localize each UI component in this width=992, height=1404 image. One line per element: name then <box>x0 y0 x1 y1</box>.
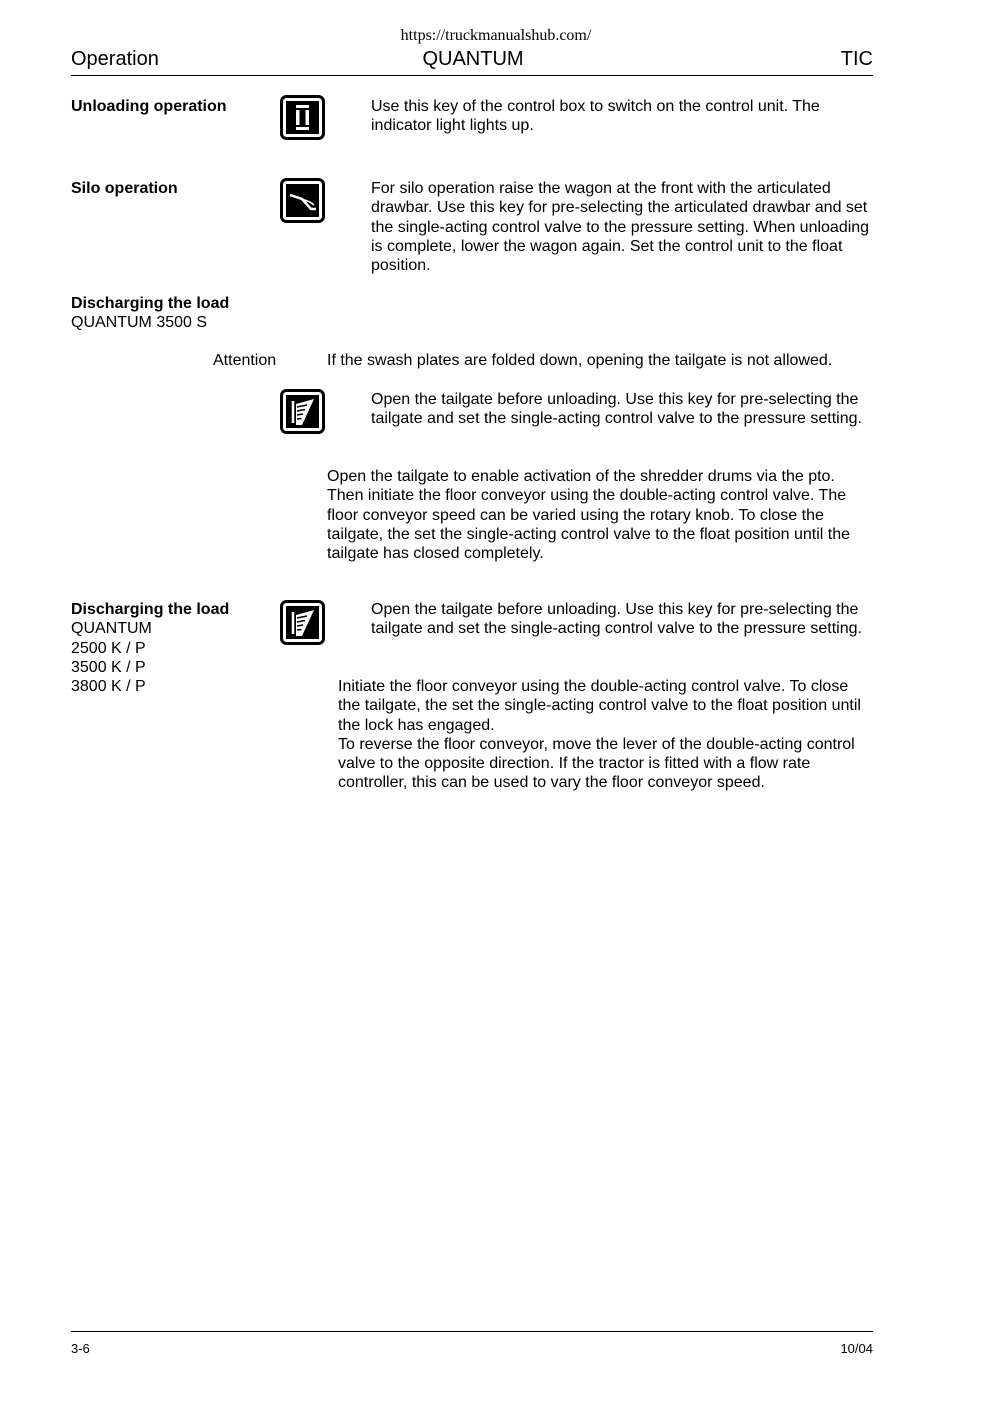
discharge-kp-key-text: Open the tailgate before unloading. Use this key for pre-selecting the tailgate and set the single-acting control valve to the pressure setting. <box>371 601 862 638</box>
discharge-kp-model: QUANTUM <box>71 620 152 638</box>
header-model-code: TIC <box>840 48 873 70</box>
discharge-kp-text-close: Initiate the floor conveyor using the double-acting control valve. To close the tailgate, the set the single-acting control valve to the float position until the lock has engaged. <box>338 678 861 734</box>
discharge-kp-text <box>338 677 863 793</box>
discharge-kp-model: 2500 K / P <box>71 639 146 657</box>
unloading-label: Unloading operation <box>71 98 227 115</box>
source-url: https://truckmanualshub.com/ <box>400 27 592 44</box>
tailgate-key-icon <box>280 600 325 645</box>
power-on-key-icon <box>280 95 325 140</box>
discharge-kp-model: 3500 K / P <box>71 658 146 676</box>
discharge-kp-model: 3800 K / P <box>71 678 146 696</box>
header-rule <box>71 75 873 76</box>
footer-rule <box>71 1331 873 1332</box>
attention-text: If the swash plates are folded down, opening the tailgate is not allowed. <box>327 352 833 369</box>
page-number: 3-6 <box>71 1341 90 1356</box>
discharge-kp-label: Discharging the load QUANTUM 2500 K / P 3500 K / P 3800 K / P <box>71 601 230 696</box>
silo-label: Silo operation <box>71 180 178 197</box>
discharge-s-model: QUANTUM 3500 S <box>71 314 208 332</box>
tailgate-key-icon <box>280 389 325 434</box>
unloading-text: Use this key of the control box to switch on the control unit. The indicator light lights up. <box>371 98 820 135</box>
header-section-title: Operation <box>71 48 159 70</box>
articulated-drawbar-key-icon <box>280 178 325 223</box>
discharge-kp-text-reverse: To reverse the floor conveyor, move the lever of the double-acting control valve to the opposite direction. If the tractor is fitted with a flow rate controller, this can be used to vary the floor conveyor speed. <box>338 735 855 792</box>
edition-date: 10/04 <box>840 1341 873 1356</box>
discharge-s-label: Discharging the load QUANTUM 3500 S <box>71 295 230 332</box>
discharge-s-key-text: Open the tailgate before unloading. Use this key for pre-selecting the tailgate and set the single-acting control valve to the pressure setting. <box>371 391 862 428</box>
header-product-title: QUANTUM <box>422 48 524 70</box>
discharge-s-text: Open the tailgate to enable activation of the shredder drums via the pto. Then initiate the floor conveyor using the double-acting control valve. The floor conveyor speed can be varied using the rotary knob. To close the tailgate, the set the single-acting control valve to the float position until the tailgate has closed completely. <box>327 468 850 563</box>
attention-label: Attention <box>213 352 277 369</box>
silo-text: For silo operation raise the wagon at the front with the articulated drawbar. Use this key for pre-selecting the articulated drawbar and set the single-acting control valve to the pressure setting. When unloading is complete, lower the wagon again. Set the control unit to the float position. <box>371 180 870 275</box>
